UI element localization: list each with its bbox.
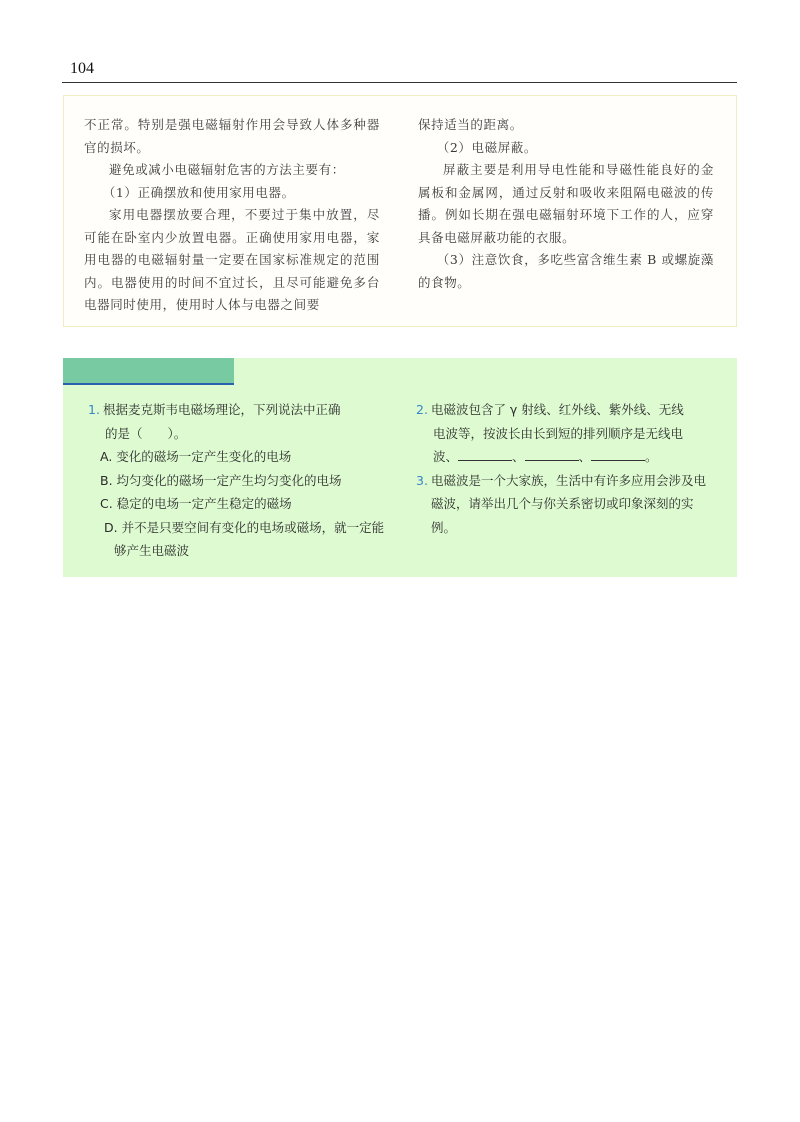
exercise-column-right xyxy=(416,398,716,539)
question-text: 电磁波是一个大家族，生活中有许多应用会涉及电磁波，请举出几个与你关系密切或印象深刻的实例。 xyxy=(430,472,706,535)
terminator: 。 xyxy=(645,449,658,464)
question-number: 1. xyxy=(88,402,100,417)
option-d: D. 并不是只要空间有变化的电场或磁场，就一定能够产生电磁波 xyxy=(104,519,385,558)
question-blanks-line xyxy=(416,445,716,469)
answer-blank[interactable] xyxy=(525,448,579,461)
reading-paragraph: 家用电器摆放要合理，不要过于集中放置，尽可能在卧室内少放置电器。正确使用家用电器，家用电器的电磁辐射量一定要在国家标准规定的范围内。电器使用的时间不宜过长，且尽可能避免多台电器同时使用，使用时人体与电器之间要 xyxy=(84,207,380,312)
reading-paragraph: 屏蔽主要是利用导电性能和导磁性能良好的金属板和金属网，通过反射和吸收来阻隔电磁波的传播。例如长期在强电磁辐射环境下工作的人，应穿具备电磁屏蔽功能的衣服。 xyxy=(418,162,714,245)
separator: 、 xyxy=(512,449,525,464)
question-stem-continued: 的是（ ）。 xyxy=(105,425,187,441)
answer-blank[interactable] xyxy=(591,448,645,461)
page-number: 104 xyxy=(70,60,94,77)
question-text-prefix: 波、 xyxy=(433,449,459,464)
question-number: 2. xyxy=(416,402,428,417)
question-number: 3. xyxy=(416,472,428,488)
question-text-continued: 电波等，按波长由长到短的排列顺序是无线电 xyxy=(433,425,684,441)
question-1 xyxy=(88,398,388,422)
question-text: 电磁波包含了 γ 射线、红外线、紫外线、无线 xyxy=(430,402,684,417)
reading-paragraph: （3）注意饮食，多吃些富含维生素 B 或螺旋藻的食物。 xyxy=(418,252,714,290)
reading-paragraph: 避免或减小电磁辐射危害的方法主要有： xyxy=(109,162,345,177)
question-2 xyxy=(416,398,716,422)
answer-blank[interactable] xyxy=(458,448,512,461)
exercise-tab-rule xyxy=(63,383,234,385)
option-a: A. 变化的磁场一定产生变化的电场 xyxy=(100,449,292,464)
option-c: C. 稳定的电场一定产生稳定的磁场 xyxy=(100,496,292,511)
reading-column-right xyxy=(418,114,714,294)
option-b: B. 均匀变化的磁场一定产生均匀变化的电场 xyxy=(100,472,342,488)
question-3 xyxy=(416,469,716,540)
reading-paragraph: （1）正确摆放和使用家用电器。 xyxy=(102,184,295,200)
exercise-tab xyxy=(63,358,234,383)
reading-paragraph: 保持适当的距离。 xyxy=(418,117,523,132)
question-stem: 根据麦克斯韦电磁场理论，下列说法中正确 xyxy=(102,402,341,417)
reading-column-left xyxy=(84,114,380,317)
separator: 、 xyxy=(578,449,592,464)
header-rule xyxy=(62,82,737,83)
reading-paragraph: 不正常。特别是强电磁辐射作用会导致人体多种器官的损坏。 xyxy=(84,117,380,155)
exercise-column-left xyxy=(88,398,388,563)
reading-paragraph: （2）电磁屏蔽。 xyxy=(436,139,538,155)
